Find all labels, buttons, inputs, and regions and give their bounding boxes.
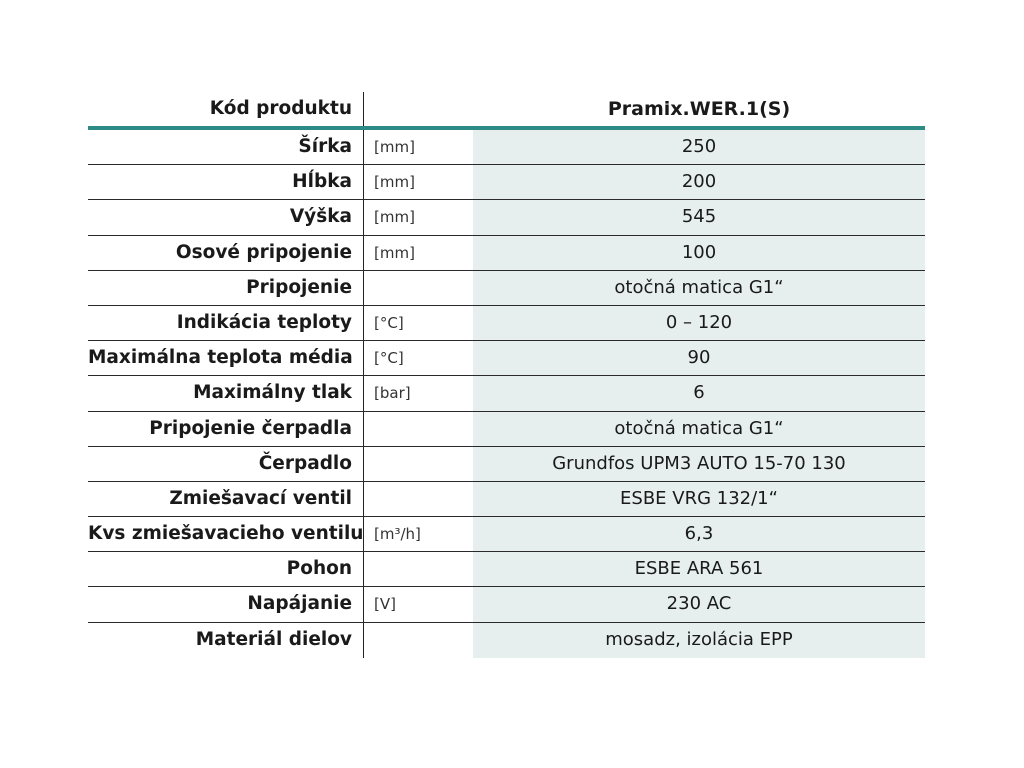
table-row [88,306,925,341]
product-spec-table [88,90,925,658]
spec-unit: [mm] [374,173,415,192]
table-header-row [88,90,925,130]
spec-label: Materiál dielov [195,628,352,650]
spec-value: 100 [473,236,925,270]
spec-unit [374,447,470,481]
spec-label: Napájanie [247,593,352,615]
column-divider [363,412,364,446]
table-row [88,376,925,411]
table-row [88,482,925,517]
spec-unit: [°C] [374,313,404,332]
table-row [88,587,925,622]
column-divider [363,376,364,410]
column-divider [363,552,364,586]
spec-label: Pohon [286,558,352,580]
spec-value: 230 AC [473,587,925,621]
column-divider [363,236,364,270]
table-row [88,552,925,587]
column-divider [363,306,364,340]
spec-rows [88,130,925,658]
spec-value: 0 – 120 [473,306,925,340]
spec-label: Osové pripojenie [175,241,352,263]
table-row [88,341,925,376]
spec-label: Pripojenie čerpadla [149,417,352,439]
table-row [88,165,925,200]
table-row [88,447,925,482]
spec-value: ESBE ARA 561 [473,552,925,586]
spec-unit: [V] [374,595,396,614]
spec-unit: [bar] [374,384,411,403]
spec-label: Indikácia teploty [176,311,352,333]
spec-label: Hĺbka [292,171,352,193]
column-divider [363,200,364,234]
table-row [88,130,925,165]
spec-label: Maximálny tlak [193,382,352,404]
spec-value: 545 [473,200,925,234]
spec-value: Grundfos UPM3 AUTO 15-70 130 [473,447,925,481]
column-divider [363,517,364,551]
spec-value: 6 [473,376,925,410]
spec-unit: [m³/h] [374,525,421,544]
column-divider [363,447,364,481]
product-code-label: Kód produktu [209,98,352,119]
spec-value: ESBE VRG 132/1“ [473,482,925,516]
table-row [88,623,925,658]
spec-label: Výška [289,206,352,228]
table-row [88,236,925,271]
column-divider [363,587,364,621]
column-divider [363,92,364,126]
spec-unit [374,271,470,305]
table-row [88,271,925,306]
column-divider [363,482,364,516]
spec-unit: [°C] [374,349,404,368]
spec-label: Šírka [298,136,352,157]
spec-unit: [mm] [374,138,415,156]
spec-value: otočná matica G1“ [473,271,925,305]
spec-value: 90 [473,341,925,375]
spec-unit [374,482,470,516]
spec-unit: [mm] [374,243,415,262]
column-divider [363,130,364,164]
spec-value: 6,3 [473,517,925,551]
spec-label: Maximálna teplota média [88,347,353,369]
spec-unit: [mm] [374,208,415,227]
spec-label: Pripojenie [246,276,352,298]
spec-label: Kvs zmiešavacieho ventilu [88,523,364,545]
spec-unit [374,552,470,586]
table-row [88,517,925,552]
table-row [88,412,925,447]
table-row [88,200,925,235]
spec-label: Zmiešavací ventil [169,487,352,509]
column-divider [363,165,364,199]
spec-value: mosadz, izolácia EPP [473,623,925,658]
column-divider [363,623,364,658]
product-code-value: Pramix.WER.1(S) [607,98,791,120]
spec-unit [374,623,470,658]
spec-value: 200 [473,165,925,199]
spec-unit [374,412,470,446]
column-divider [363,341,364,375]
spec-label: Čerpadlo [258,452,352,474]
spec-value: 250 [473,130,925,164]
column-divider [363,271,364,305]
spec-value: otočná matica G1“ [473,412,925,446]
